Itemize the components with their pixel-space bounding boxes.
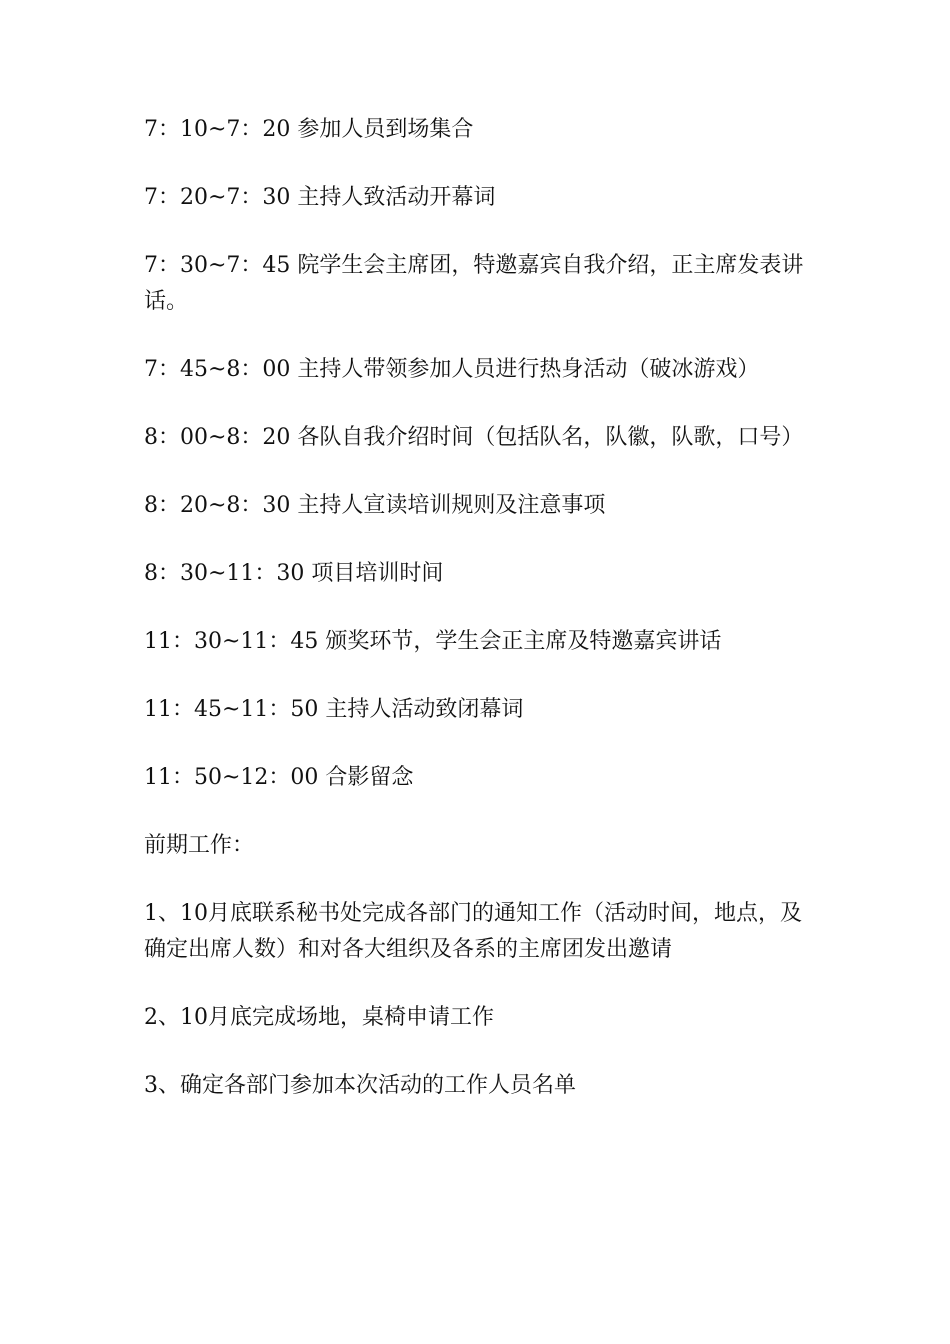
document-body [144,112,806,1136]
schedule-item-closing-speech: 11：45~11：50 主持人活动致闭幕词 [144,697,524,722]
schedule-item-introductions: 7：30~7：45 院学生会主席团，特邀嘉宾自我介绍，正主席发表讲话。 [144,253,804,314]
schedule-item-team-intro: 8：00~8：20 各队自我介绍时间（包括队名，队徽，队歌，口号） [144,425,804,450]
schedule-item-opening-speech: 7：20~7：30 主持人致活动开幕词 [144,185,496,210]
schedule-item-group-photo: 11：50~12：00 合影留念 [144,765,414,790]
task-item-venue: 2、10月底完成场地，桌椅申请工作 [144,1005,494,1030]
section-heading-preparation: 前期工作： [144,833,255,858]
task-item-staff-list: 3、确定各部门参加本次活动的工作人员名单 [144,1073,576,1098]
schedule-item-rules: 8：20~8：30 主持人宣读培训规则及注意事项 [144,493,606,518]
task-item-notification: 1、10月底联系秘书处完成各部门的通知工作（活动时间，地点，及确定出席人数）和对各大组织及各系的主席团发出邀请 [144,901,802,962]
schedule-item-arrival: 7：10~7：20 参加人员到场集合 [144,117,474,142]
schedule-item-training: 8：30~11：30 项目培训时间 [144,561,444,586]
schedule-item-warmup: 7：45~8：00 主持人带领参加人员进行热身活动（破冰游戏） [144,357,760,382]
schedule-item-awards: 11：30~11：45 颁奖环节，学生会正主席及特邀嘉宾讲话 [144,629,722,654]
